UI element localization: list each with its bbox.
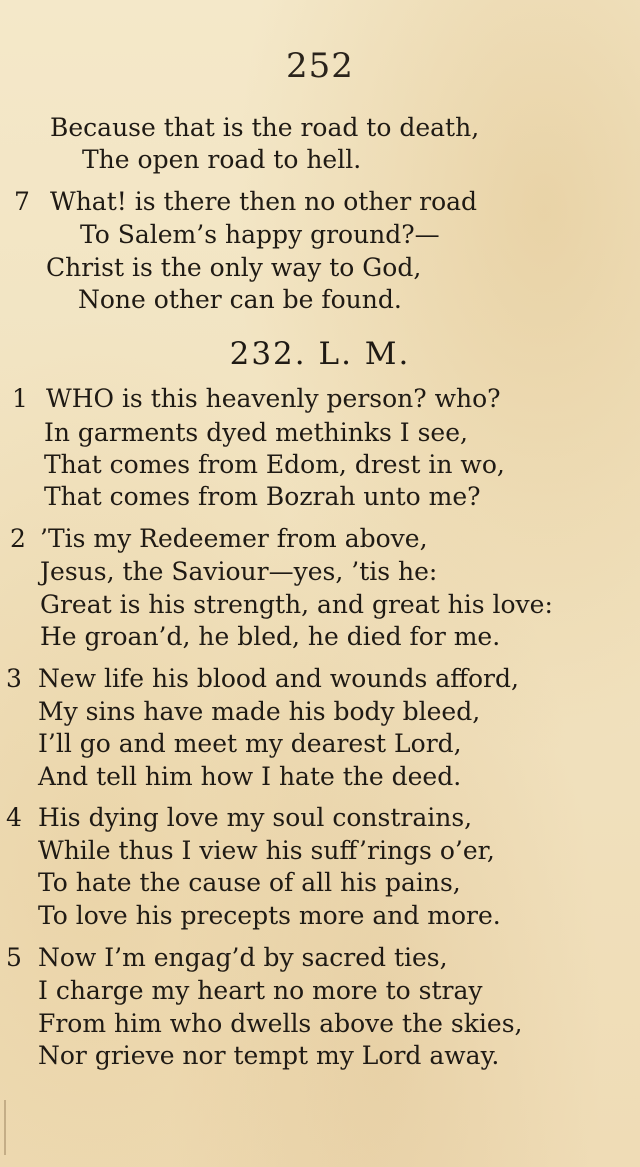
- stanza-line: The open road to hell.: [82, 145, 362, 174]
- stanza-line: My sins have made his body bleed,: [38, 697, 481, 726]
- page-edge-mark: [4, 1100, 6, 1155]
- stanza-line: New life his blood and wounds afford,: [38, 664, 519, 693]
- stanza-line: What! is there then no other road: [50, 187, 478, 216]
- stanza-line: ’Tis my Redeemer from above,: [40, 524, 428, 553]
- stanza-line: Now I’m engag’d by sacred ties,: [38, 943, 448, 972]
- stanza-line: I charge my heart no more to stray: [38, 976, 483, 1005]
- stanza-line: Great is his strength, and great his love:: [40, 590, 553, 619]
- stanza-line: I’ll go and meet my dearest Lord,: [38, 729, 462, 758]
- stanza-line: From him who dwells above the skies,: [38, 1009, 523, 1038]
- verse-number: 1: [12, 384, 28, 413]
- stanza-line: That comes from Bozrah unto me?: [44, 482, 481, 511]
- stanza-line: Jesus, the Saviour—yes, ’tis he:: [40, 557, 438, 586]
- hymn-heading: 232. L. M.: [229, 336, 411, 372]
- stanza-line: To Salem’s happy ground?—: [80, 220, 440, 249]
- stanza-line: Nor grieve nor tempt my Lord away.: [38, 1041, 500, 1070]
- stanza-line: Because that is the road to death,: [50, 113, 480, 142]
- verse-number: 4: [6, 803, 22, 832]
- stanza-line: WHO is this heavenly person? who?: [46, 384, 501, 413]
- verse-number: 3: [6, 664, 22, 693]
- stanza-line: That comes from Edom, drest in wo,: [44, 450, 505, 479]
- verse-number: 2: [10, 524, 26, 553]
- stanza-line: Christ is the only way to God,: [46, 253, 422, 282]
- stanza-line: And tell him how I hate the deed.: [38, 762, 462, 791]
- stanza-line: While thus I view his suff’rings o’er,: [38, 836, 495, 865]
- verse-number: 7: [14, 187, 30, 216]
- stanza-line: In garments dyed methinks I see,: [44, 418, 468, 447]
- stanza-line: His dying love my soul constrains,: [38, 803, 473, 832]
- stanza-line: To love his precepts more and more.: [38, 901, 501, 930]
- stanza-line: He groan’d, he bled, he died for me.: [40, 622, 501, 651]
- page-number: 252: [286, 46, 354, 86]
- verse-number: 5: [6, 943, 22, 972]
- stanza-line: To hate the cause of all his pains,: [38, 868, 461, 897]
- stanza-line: None other can be found.: [78, 285, 402, 314]
